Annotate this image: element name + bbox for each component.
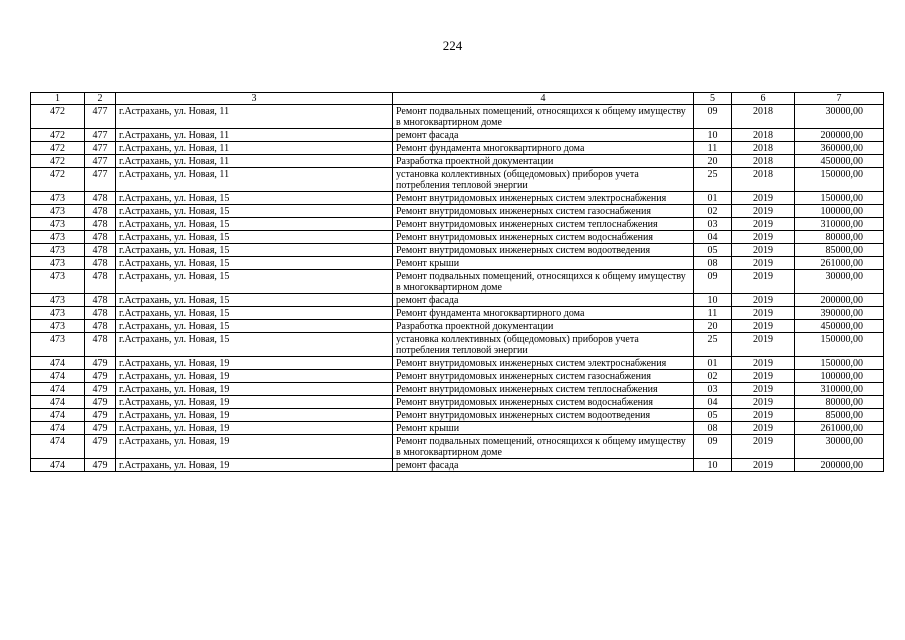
address-cell: г.Астрахань, ул. Новая, 11 [116,142,393,155]
work-code-cell: 01 [694,357,732,370]
row-index-cell: 474 [31,383,85,396]
work-code-cell: 05 [694,409,732,422]
year-cell: 2019 [732,257,795,270]
cost-cell: 100000,00 [795,205,884,218]
work-type-cell: Ремонт крыши [393,257,694,270]
work-type-cell: Ремонт внутридомовых инженерных систем газоснабжения [393,370,694,383]
address-cell: г.Астрахань, ул. Новая, 11 [116,155,393,168]
table-row [31,244,884,257]
cost-cell: 390000,00 [795,307,884,320]
row-index-cell: 473 [31,257,85,270]
table-row [31,459,884,472]
cost-cell: 100000,00 [795,370,884,383]
row-index-cell: 474 [31,459,85,472]
row-index-cell: 473 [31,244,85,257]
work-type-cell: Ремонт внутридомовых инженерных систем электроснабжения [393,357,694,370]
house-id-cell: 479 [85,435,116,459]
address-cell: г.Астрахань, ул. Новая, 19 [116,422,393,435]
address-cell: г.Астрахань, ул. Новая, 19 [116,396,393,409]
house-id-cell: 479 [85,383,116,396]
work-type-cell: ремонт фасада [393,129,694,142]
cost-cell: 30000,00 [795,105,884,129]
house-id-cell: 477 [85,155,116,168]
year-cell: 2019 [732,459,795,472]
table-row [31,231,884,244]
year-cell: 2018 [732,168,795,192]
work-type-cell: Разработка проектной документации [393,155,694,168]
table-row [31,409,884,422]
work-type-cell: Ремонт внутридомовых инженерных систем теплоснабжения [393,218,694,231]
row-index-cell: 474 [31,396,85,409]
cost-cell: 80000,00 [795,396,884,409]
address-cell: г.Астрахань, ул. Новая, 15 [116,320,393,333]
cost-cell: 450000,00 [795,320,884,333]
work-type-cell: Ремонт крыши [393,422,694,435]
house-id-cell: 477 [85,129,116,142]
table-row [31,257,884,270]
house-id-cell: 478 [85,218,116,231]
year-cell: 2019 [732,307,795,320]
year-cell: 2019 [732,357,795,370]
address-cell: г.Астрахань, ул. Новая, 19 [116,370,393,383]
row-index-cell: 472 [31,105,85,129]
row-index-cell: 473 [31,294,85,307]
cost-cell: 360000,00 [795,142,884,155]
cost-cell: 150000,00 [795,168,884,192]
address-cell: г.Астрахань, ул. Новая, 19 [116,409,393,422]
work-code-cell: 10 [694,129,732,142]
row-index-cell: 472 [31,129,85,142]
address-cell: г.Астрахань, ул. Новая, 19 [116,383,393,396]
row-index-cell: 472 [31,142,85,155]
work-type-cell: Ремонт внутридомовых инженерных систем водоснабжения [393,396,694,409]
row-index-cell: 473 [31,270,85,294]
cost-cell: 310000,00 [795,218,884,231]
address-cell: г.Астрахань, ул. Новая, 15 [116,231,393,244]
year-cell: 2019 [732,218,795,231]
house-id-cell: 478 [85,294,116,307]
address-cell: г.Астрахань, ул. Новая, 11 [116,168,393,192]
address-cell: г.Астрахань, ул. Новая, 15 [116,205,393,218]
work-code-cell: 11 [694,307,732,320]
address-cell: г.Астрахань, ул. Новая, 15 [116,244,393,257]
work-code-cell: 20 [694,155,732,168]
work-code-cell: 01 [694,192,732,205]
work-code-cell: 09 [694,270,732,294]
year-cell: 2018 [732,155,795,168]
address-cell: г.Астрахань, ул. Новая, 15 [116,333,393,357]
work-code-cell: 08 [694,422,732,435]
work-code-cell: 03 [694,218,732,231]
table-row [31,422,884,435]
cost-cell: 200000,00 [795,129,884,142]
row-index-cell: 473 [31,218,85,231]
work-type-cell: ремонт фасада [393,294,694,307]
row-index-cell: 473 [31,205,85,218]
page-number: 224 [442,38,463,53]
year-cell: 2019 [732,333,795,357]
house-id-cell: 478 [85,320,116,333]
cost-cell: 450000,00 [795,155,884,168]
column-number: 4 [393,93,694,105]
work-type-cell: Ремонт внутридомовых инженерных систем теплоснабжения [393,383,694,396]
year-cell: 2019 [732,435,795,459]
house-id-cell: 477 [85,142,116,155]
year-cell: 2019 [732,370,795,383]
cost-cell: 85000,00 [795,244,884,257]
house-id-cell: 479 [85,422,116,435]
work-type-cell: Ремонт внутридомовых инженерных систем электроснабжения [393,192,694,205]
column-number: 1 [31,93,85,105]
work-type-cell: Ремонт подвальных помещений, относящихся к общему имуществу в многоквартирном доме [393,270,694,294]
column-number-row [31,93,884,105]
address-cell: г.Астрахань, ул. Новая, 15 [116,294,393,307]
work-code-cell: 03 [694,383,732,396]
work-type-cell: Ремонт подвальных помещений, относящихся к общему имуществу в многоквартирном доме [393,435,694,459]
column-number: 6 [732,93,795,105]
work-code-cell: 02 [694,370,732,383]
year-cell: 2019 [732,422,795,435]
work-type-cell: ремонт фасада [393,459,694,472]
house-id-cell: 478 [85,192,116,205]
work-type-cell: Ремонт фундамента многоквартирного дома [393,307,694,320]
table-row [31,270,884,294]
cost-cell: 150000,00 [795,192,884,205]
table-row [31,168,884,192]
row-index-cell: 473 [31,192,85,205]
work-code-cell: 25 [694,168,732,192]
row-index-cell: 474 [31,357,85,370]
column-number: 2 [85,93,116,105]
house-id-cell: 478 [85,270,116,294]
house-id-cell: 478 [85,205,116,218]
house-id-cell: 479 [85,357,116,370]
work-code-cell: 11 [694,142,732,155]
table-row [31,155,884,168]
cost-cell: 30000,00 [795,435,884,459]
work-code-cell: 09 [694,435,732,459]
row-index-cell: 473 [31,320,85,333]
table-row [31,105,884,129]
work-code-cell: 10 [694,459,732,472]
table-row [31,435,884,459]
work-code-cell: 04 [694,396,732,409]
table-row [31,218,884,231]
year-cell: 2018 [732,105,795,129]
address-cell: г.Астрахань, ул. Новая, 11 [116,129,393,142]
address-cell: г.Астрахань, ул. Новая, 15 [116,270,393,294]
table-row [31,294,884,307]
address-cell: г.Астрахань, ул. Новая, 15 [116,257,393,270]
house-id-cell: 479 [85,370,116,383]
year-cell: 2019 [732,294,795,307]
house-id-cell: 478 [85,333,116,357]
table-row [31,129,884,142]
work-code-cell: 10 [694,294,732,307]
work-type-cell: Разработка проектной документации [393,320,694,333]
house-id-cell: 478 [85,231,116,244]
work-code-cell: 05 [694,244,732,257]
row-index-cell: 473 [31,231,85,244]
work-type-cell: Ремонт фундамента многоквартирного дома [393,142,694,155]
table-row [31,320,884,333]
year-cell: 2019 [732,192,795,205]
cost-cell: 85000,00 [795,409,884,422]
work-code-cell: 04 [694,231,732,244]
year-cell: 2019 [732,396,795,409]
cost-cell: 80000,00 [795,231,884,244]
cost-cell: 200000,00 [795,294,884,307]
address-cell: г.Астрахань, ул. Новая, 19 [116,357,393,370]
table-row [31,383,884,396]
cost-cell: 200000,00 [795,459,884,472]
year-cell: 2018 [732,142,795,155]
work-type-cell: Ремонт подвальных помещений, относящихся к общему имуществу в многоквартирном доме [393,105,694,129]
table-row [31,205,884,218]
house-id-cell: 479 [85,409,116,422]
table-row [31,307,884,320]
cost-cell: 150000,00 [795,333,884,357]
house-id-cell: 479 [85,396,116,409]
cost-cell: 150000,00 [795,357,884,370]
table-row [31,333,884,357]
table-row [31,370,884,383]
row-index-cell: 474 [31,435,85,459]
table-row [31,142,884,155]
row-index-cell: 474 [31,409,85,422]
house-id-cell: 477 [85,105,116,129]
year-cell: 2019 [732,383,795,396]
row-index-cell: 472 [31,168,85,192]
work-type-cell: установка коллективных (общедомовых) приборов учета потребления тепловой энергии [393,168,694,192]
column-number: 3 [116,93,393,105]
house-id-cell: 479 [85,459,116,472]
year-cell: 2019 [732,244,795,257]
row-index-cell: 473 [31,307,85,320]
house-id-cell: 477 [85,168,116,192]
row-index-cell: 472 [31,155,85,168]
house-id-cell: 478 [85,307,116,320]
table-row [31,396,884,409]
year-cell: 2019 [732,231,795,244]
column-number: 5 [694,93,732,105]
cost-cell: 310000,00 [795,383,884,396]
address-cell: г.Астрахань, ул. Новая, 15 [116,218,393,231]
row-index-cell: 474 [31,370,85,383]
cost-cell: 261000,00 [795,422,884,435]
cost-cell: 261000,00 [795,257,884,270]
work-type-cell: установка коллективных (общедомовых) приборов учета потребления тепловой энергии [393,333,694,357]
year-cell: 2019 [732,320,795,333]
table-row [31,357,884,370]
year-cell: 2019 [732,270,795,294]
table-row [31,192,884,205]
year-cell: 2018 [732,129,795,142]
row-index-cell: 473 [31,333,85,357]
house-id-cell: 478 [85,244,116,257]
year-cell: 2019 [732,205,795,218]
address-cell: г.Астрахань, ул. Новая, 15 [116,307,393,320]
column-number: 7 [795,93,884,105]
work-code-cell: 02 [694,205,732,218]
work-code-cell: 25 [694,333,732,357]
work-type-cell: Ремонт внутридомовых инженерных систем водоотведения [393,409,694,422]
address-cell: г.Астрахань, ул. Новая, 19 [116,459,393,472]
row-index-cell: 474 [31,422,85,435]
address-cell: г.Астрахань, ул. Новая, 19 [116,435,393,459]
year-cell: 2019 [732,409,795,422]
work-code-cell: 09 [694,105,732,129]
work-code-cell: 08 [694,257,732,270]
cost-cell: 30000,00 [795,270,884,294]
work-type-cell: Ремонт внутридомовых инженерных систем водоснабжения [393,231,694,244]
work-type-cell: Ремонт внутридомовых инженерных систем газоснабжения [393,205,694,218]
address-cell: г.Астрахань, ул. Новая, 15 [116,192,393,205]
work-type-cell: Ремонт внутридомовых инженерных систем водоотведения [393,244,694,257]
work-code-cell: 20 [694,320,732,333]
works-register-table [30,92,884,472]
address-cell: г.Астрахань, ул. Новая, 11 [116,105,393,129]
house-id-cell: 478 [85,257,116,270]
